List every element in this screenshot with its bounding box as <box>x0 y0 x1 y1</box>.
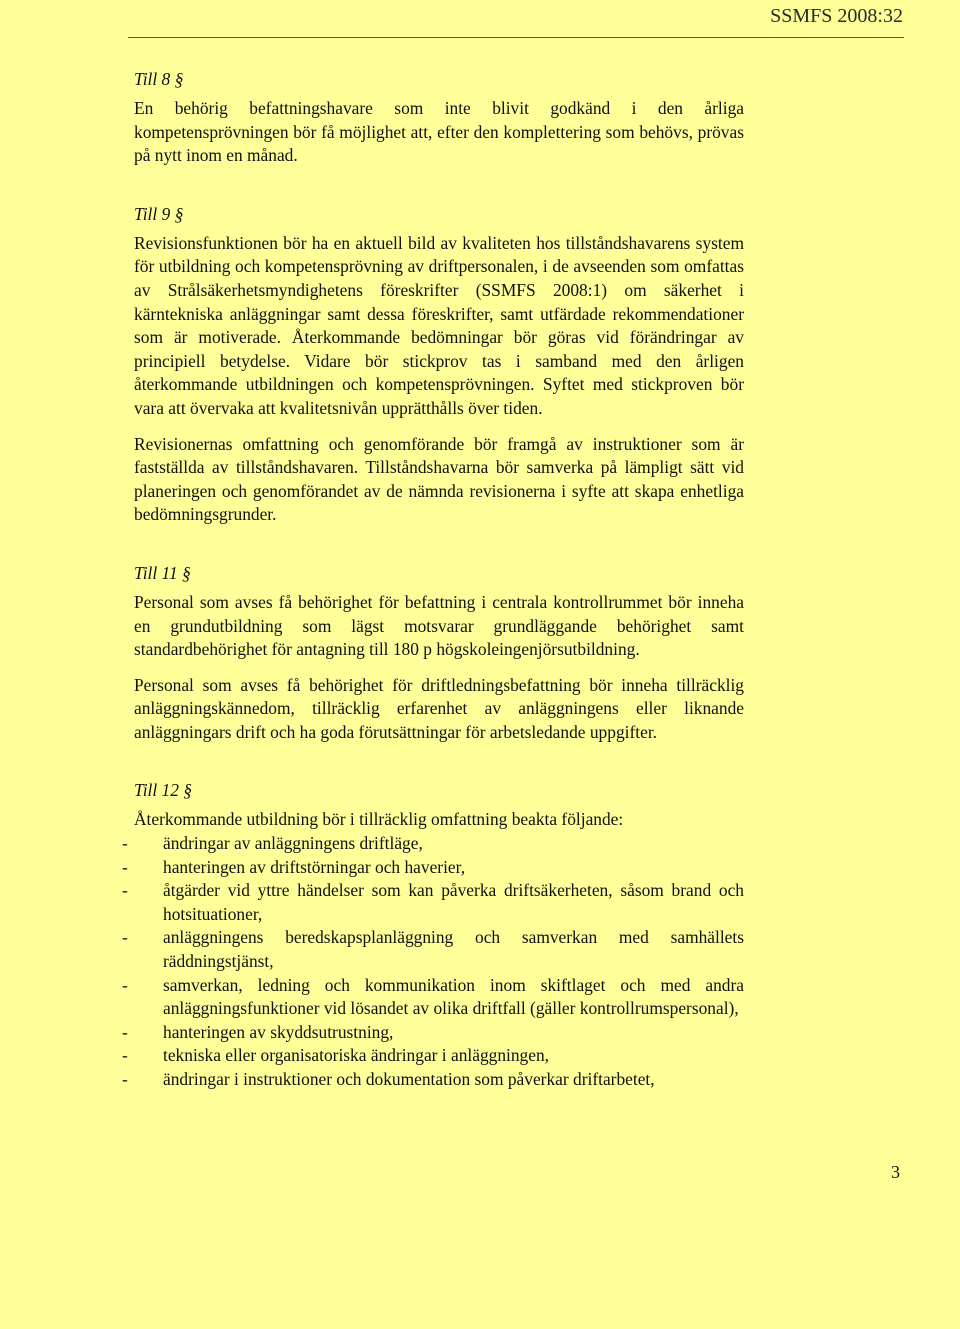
list-item <box>122 1044 744 1068</box>
page-number: 3 <box>891 1162 900 1182</box>
section-heading-till-9: Till 9 § <box>134 203 184 224</box>
list-dash: - <box>122 1069 128 1089</box>
till-11-paragraph-1: Personal som avses få behörighet för befattning i centrala kontrollrummet bör inneha en grundutbildning som lägst motsvarar grundläggande behörighet samt standardbehörighet för antagning till 180 p högskoleingenjörsutbildning. <box>134 591 744 660</box>
list-item <box>122 856 744 880</box>
list-item <box>122 974 744 1021</box>
list-item <box>122 832 744 856</box>
list-item-text: hanteringen av skyddsutrustning, <box>163 1021 394 1042</box>
list-dash: - <box>122 1021 128 1042</box>
section-heading-till-11: Till 11 § <box>134 562 191 583</box>
list-item-text: hanteringen av driftstörningar och haverier, <box>163 856 466 877</box>
list-item-text: anläggningens beredskapsplanläggning och samverkan med samhällets räddningstjänst, <box>163 927 744 972</box>
till-11-paragraph-2: Personal som avses få behörighet för driftledningsbefattning bör inneha tillräcklig anläggningskännedom, tillräcklig erfarenhet av anläggningens eller liknande anläggningars drift och ha goda förutsättningar för arbetsledande uppgifter. <box>134 674 744 742</box>
list-item <box>122 926 744 973</box>
list-item <box>122 1021 744 1045</box>
document-body <box>122 67 744 1092</box>
till-9-paragraph-1: Revisionsfunktionen bör ha en aktuell bild av kvaliteten hos tillståndshavarens system för utbildning och kompetensprövning av driftpersonalen, i de avseenden som omfattas av Strålsäkerhetsmyndighetens föreskrifter (SSMFS 2008:1) om säkerhet i kärntekniska anläggningar samt dessa föreskrifter, samt utfärdade rekommendationer som är motiverade. Återkommande bedömningar bör göras vid förändringar av principiell betydelse. Vidare bör stickprov tas i samband med den årligen återkommande utbildningen och kompetensprövningen. Syftet med stickproven bör vara att övervaka att kvalitetsnivån upprätthålls över tiden. <box>134 232 744 418</box>
list-dash: - <box>122 856 128 877</box>
list-item-text: ändringar i instruktioner och dokumentation som påverkar driftarbetet, <box>163 1069 655 1089</box>
till-12-intro: Återkommande utbildning bör i tillräcklig omfattning beakta följande: <box>134 809 624 830</box>
header-divider <box>128 37 904 38</box>
list-item-text: åtgärder vid yttre händelser som kan påverka driftsäkerheten, såsom brand och hotsituationer, <box>163 880 744 924</box>
list-item-text: samverkan, ledning och kommunikation inom skiftlaget och med andra anläggningsfunktioner vid lösandet av olika driftfall (gäller kontrollrumspersonal), <box>163 974 744 1019</box>
list-item <box>122 879 744 926</box>
section-heading-till-8: Till 8 § <box>134 69 184 89</box>
list-dash: - <box>122 927 128 948</box>
list-item-text: ändringar av anläggningens driftläge, <box>163 833 423 854</box>
list-dash: - <box>122 1045 128 1066</box>
document-code: SSMFS 2008:32 <box>770 5 903 27</box>
list-item <box>122 1068 744 1092</box>
list-dash: - <box>122 833 128 854</box>
list-item-text: tekniska eller organisatoriska ändringar i anläggningen, <box>163 1045 550 1066</box>
training-topics-list <box>122 832 744 1092</box>
till-8-paragraph-1: En behörig befattningshavare som inte blivit godkänd i den årliga kompetensprövningen bör få möjlighet att, efter den komplettering som behövs, prövas på nytt inom en månad. <box>134 98 744 166</box>
list-dash: - <box>122 880 128 901</box>
section-heading-till-12: Till 12 § <box>134 780 192 801</box>
till-9-paragraph-2: Revisionernas omfattning och genomförande bör framgå av instruktioner som är fastställda av tillståndshavaren. Tillståndshavarna bör samverka på lämpligt sätt vid planeringen och genomförandet av de nämnda revisionerna i syfte att skapa enhetliga bedömningsgrunder. <box>134 433 744 525</box>
list-dash: - <box>122 974 128 995</box>
